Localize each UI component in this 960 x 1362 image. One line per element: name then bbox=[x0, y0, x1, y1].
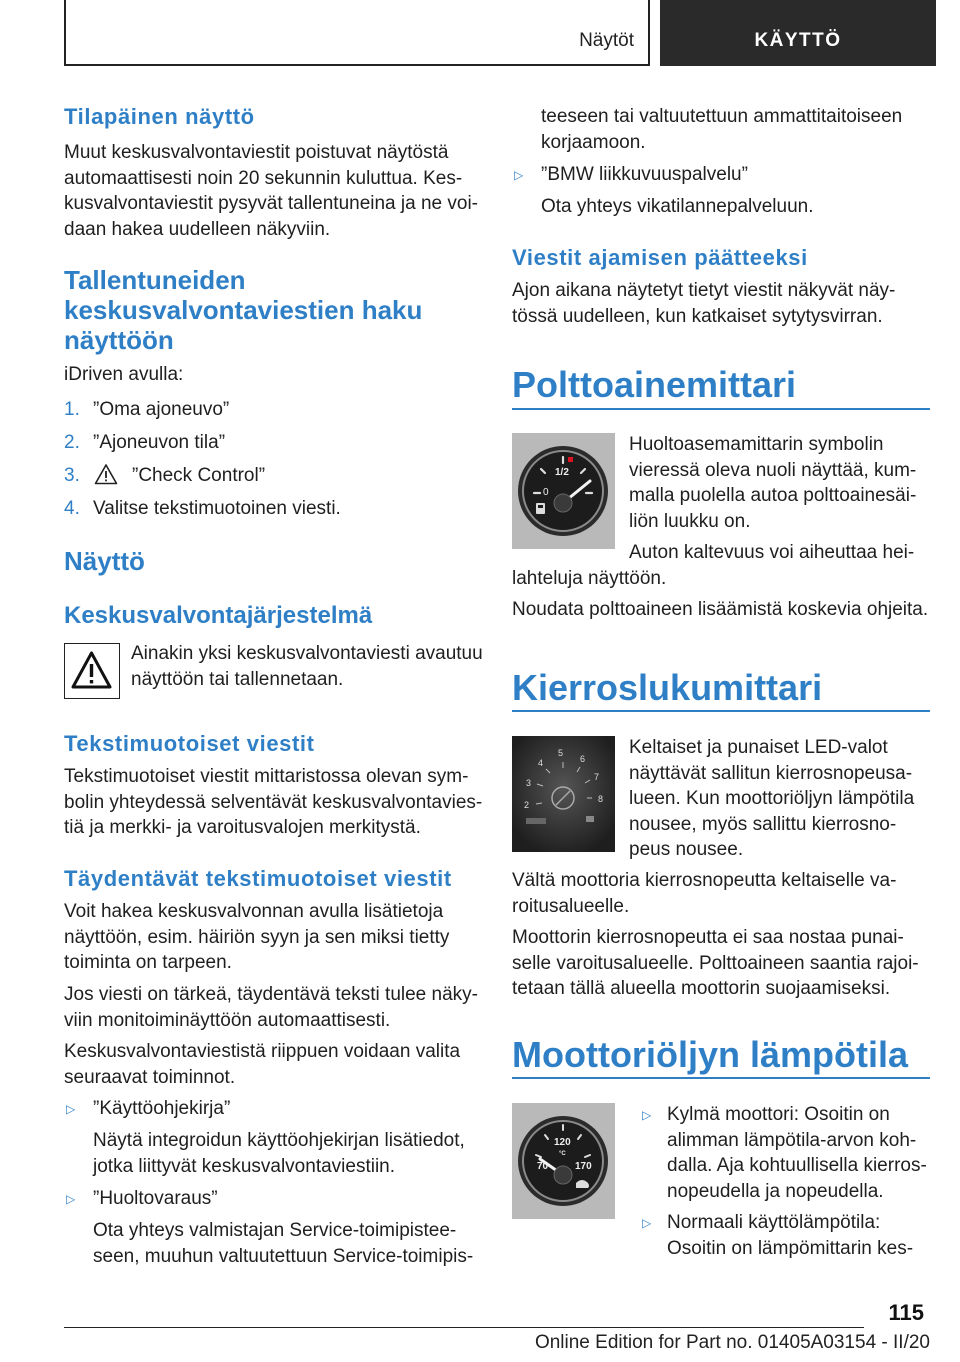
paragraph-line: vieressä oleva nuoli näyttää, kum‐ bbox=[629, 459, 917, 481]
fuel-gauge-image bbox=[512, 433, 615, 549]
tacho-number: 7 bbox=[594, 772, 600, 782]
warning-symbol-box bbox=[64, 643, 120, 699]
bullet-text: seen, muuhun valtuutettuun Service-toimipis‐ bbox=[93, 1245, 474, 1267]
paragraph-line: Auton kaltevuus voi aiheuttaa hei‐ bbox=[629, 542, 915, 563]
paragraph-line: näyttöön, esim. häiriön syyn ja sen miksi tietty bbox=[64, 926, 450, 948]
paragraph-line: seuraavat toiminnot. bbox=[64, 1066, 236, 1088]
heading-fuel-gauge: Polttoainemittari bbox=[512, 364, 797, 405]
bullet-title: ”Käyttöohjekirja” bbox=[93, 1098, 231, 1119]
paragraph-line: viin monitoiminäyttöön automaattisesti. bbox=[64, 1009, 391, 1031]
bullet-title: ”Huoltovaraus” bbox=[93, 1188, 218, 1209]
step-text: Valitse tekstimuotoinen viesti. bbox=[93, 498, 341, 519]
paragraph-line: tiä ja merkki- ja varoitusvalojen merkitystä. bbox=[64, 817, 421, 838]
bullet-text: Osoitin on lämpömittarin kes‐ bbox=[667, 1237, 914, 1259]
tachometer-image bbox=[512, 736, 615, 852]
bullet-text: jotka liittyvät keskusvalvontaviestiin. bbox=[93, 1155, 396, 1177]
paragraph-line: näyttöön tai tallennetaan. bbox=[131, 668, 344, 690]
paragraph-line: Ainakin yksi keskusvalvontaviesti avautuu bbox=[131, 643, 483, 664]
bullet-triangle-icon: ▷ bbox=[66, 1102, 76, 1116]
section-rule bbox=[512, 1077, 930, 1079]
oil-gauge-value: 70 bbox=[537, 1161, 549, 1172]
heading-saved-messages: keskusvalvontaviestien haku bbox=[64, 295, 423, 325]
step-number: 1. bbox=[64, 399, 80, 420]
section-rule bbox=[512, 710, 930, 712]
tacho-number: 2 bbox=[524, 800, 530, 810]
step-text: ”Oma ajoneuvo” bbox=[93, 399, 230, 420]
heading-end-of-drive-messages: Viestit ajamisen päätteeksi bbox=[512, 245, 808, 270]
paragraph-line: lahteluja näyttöön. bbox=[512, 567, 667, 589]
paragraph-line: Jos viesti on tärkeä, täydentävä teksti tulee näky‐ bbox=[64, 984, 478, 1005]
paragraph-line: Huoltoasemamittarin symbolin bbox=[629, 434, 884, 455]
step-text: ”Ajoneuvon tila” bbox=[93, 432, 226, 453]
fuel-gauge-zero: 0 bbox=[543, 487, 549, 498]
paragraph-line: selle varoitusalueelle. Polttoaineen saantia rajoi‐ bbox=[512, 952, 919, 974]
paragraph-line: Ajon aikana näytetyt tietyt viestit näkyvät näy‐ bbox=[512, 280, 896, 301]
paragraph-line: Keskusvalvontaviestistä riippuen voidaan valita bbox=[64, 1041, 461, 1062]
heading-saved-messages: Tallentuneiden bbox=[64, 265, 246, 295]
paragraph-line: roitusalueelle. bbox=[512, 895, 630, 917]
paragraph-line: malla puolella autoa polttoainesäi‐ bbox=[629, 485, 917, 506]
step-number: 4. bbox=[64, 498, 80, 519]
heading-saved-messages: näyttöön bbox=[64, 325, 174, 355]
oil-gauge-unit: °C bbox=[559, 1151, 566, 1157]
paragraph-line: daan hakea uudelleen näkyviin. bbox=[64, 218, 331, 240]
bullet-title: ”BMW liikkuvuuspalvelu” bbox=[541, 164, 748, 185]
bullet-triangle-icon: ▷ bbox=[642, 1216, 652, 1230]
oil-gauge-value: 170 bbox=[575, 1161, 592, 1172]
heading-check-control-system: Keskusvalvontajärjestelmä bbox=[64, 602, 373, 629]
bullet-triangle-icon: ▷ bbox=[514, 168, 524, 182]
heading-temporary-display: Tilapäinen näyttö bbox=[64, 104, 255, 129]
paragraph-line: liön luukku on. bbox=[629, 510, 751, 532]
heading-tachometer: Kierroslukumittari bbox=[512, 667, 823, 708]
bullet-triangle-icon: ▷ bbox=[642, 1108, 652, 1122]
tacho-number: 3 bbox=[526, 778, 532, 788]
paragraph-line: Voit hakea keskusvalvonnan avulla lisätietoja bbox=[64, 901, 444, 922]
bullet-text: Ota yhteys valmistajan Service-toimipistee‐ bbox=[93, 1220, 457, 1241]
paragraph-line: tetaan tällä alueella moottorin suojaamiseksi. bbox=[512, 978, 891, 999]
paragraph-line: Moottorin kierrosnopeutta ei saa nostaa punai‐ bbox=[512, 927, 904, 948]
heading-oil-temperature: Moottoriöljyn lämpötila bbox=[512, 1034, 908, 1075]
warning-triangle-icon bbox=[94, 463, 118, 491]
heading-supplementary-messages: Täydentävät tekstimuotoiset viestit bbox=[64, 866, 452, 891]
bullet-text: nopeudella ja nopeudella. bbox=[667, 1180, 884, 1202]
fuel-gauge-half: 1/2 bbox=[555, 467, 569, 478]
paragraph-line: Vältä moottoria kierrosnopeutta keltaiselle va‐ bbox=[512, 870, 897, 891]
step-number: 2. bbox=[64, 432, 80, 453]
step-text: ”Check Control” bbox=[132, 465, 266, 486]
paragraph-line: peus nousee. bbox=[629, 839, 744, 860]
tacho-number: 6 bbox=[580, 754, 586, 764]
step-number: 3. bbox=[64, 465, 80, 486]
oil-gauge-value: 120 bbox=[554, 1137, 571, 1148]
paragraph-line: Muut keskusvalvontaviestit poistuvat näytöstä bbox=[64, 142, 449, 163]
paragraph-line: automaattisesti noin 20 sekunnin kuluttua. Kes‐ bbox=[64, 167, 463, 189]
paragraph-line: näyttävät sallitun kierrosnopeusa‐ bbox=[629, 762, 913, 784]
header-section-tab bbox=[64, 0, 650, 66]
footer-edition: Online Edition for Part no. 01405A03154 - II/20 bbox=[534, 1332, 930, 1353]
heading-display: Näyttö bbox=[64, 546, 145, 576]
heading-text-messages: Tekstimuotoiset viestit bbox=[64, 731, 315, 756]
bullet-text: Normaali käyttölämpötila: bbox=[667, 1212, 881, 1233]
paragraph-line: iDriven avulla: bbox=[64, 364, 184, 385]
paragraph-line: kusvalvontaviestit pysyvät tallentuneina ja ne voi‐ bbox=[64, 193, 479, 214]
header-chapter-label: KÄYTTÖ bbox=[754, 30, 842, 51]
bullet-text: Ota yhteys vikatilannepalveluun. bbox=[541, 196, 814, 217]
paragraph-line: nousee, myös sallittu kierrosno‐ bbox=[629, 813, 897, 835]
paragraph-line: bolin yhteydessä selventävät keskusvalvontavies‐ bbox=[64, 791, 483, 813]
paragraph-line: Noudata polttoaineen lisäämistä koskevia ohjeita. bbox=[512, 599, 929, 620]
tacho-number: 5 bbox=[558, 748, 564, 758]
bullet-text: korjaamoon. bbox=[541, 131, 646, 153]
paragraph-line: Keltaiset ja punaiset LED-valot bbox=[629, 737, 888, 758]
oil-temperature-gauge-image bbox=[512, 1103, 615, 1219]
footer-rule bbox=[64, 1327, 864, 1328]
paragraph-line: lueen. Kun moottoriöljyn lämpötila bbox=[629, 788, 915, 809]
section-rule bbox=[512, 408, 930, 410]
bullet-text: Kylmä moottori: Osoitin on bbox=[667, 1104, 890, 1125]
header-chapter-tab bbox=[660, 0, 936, 66]
tacho-number: 4 bbox=[538, 758, 544, 768]
bullet-text: Näytä integroidun käyttöohjekirjan lisätiedot, bbox=[93, 1130, 465, 1151]
paragraph-line: toiminta on tarpeen. bbox=[64, 952, 232, 973]
bullet-text: teeseen tai valtuutettuun ammattitaitoiseen bbox=[541, 106, 903, 127]
paragraph-line: tössä uudelleen, kun katkaiset sytytysvirran. bbox=[512, 305, 883, 327]
bullet-text: dalla. Aja kohtuullisella kierros‐ bbox=[667, 1155, 927, 1176]
bullet-triangle-icon: ▷ bbox=[66, 1192, 76, 1206]
bullet-text: alimman lämpötila-arvon koh‐ bbox=[667, 1129, 917, 1151]
header-section-label: Näytöt bbox=[579, 30, 634, 51]
page-number: 115 bbox=[888, 1300, 924, 1325]
paragraph-line: Tekstimuotoiset viestit mittaristossa olevan sym‐ bbox=[64, 766, 469, 787]
tacho-number: 8 bbox=[598, 794, 604, 804]
warning-triangle-icon bbox=[65, 644, 118, 697]
